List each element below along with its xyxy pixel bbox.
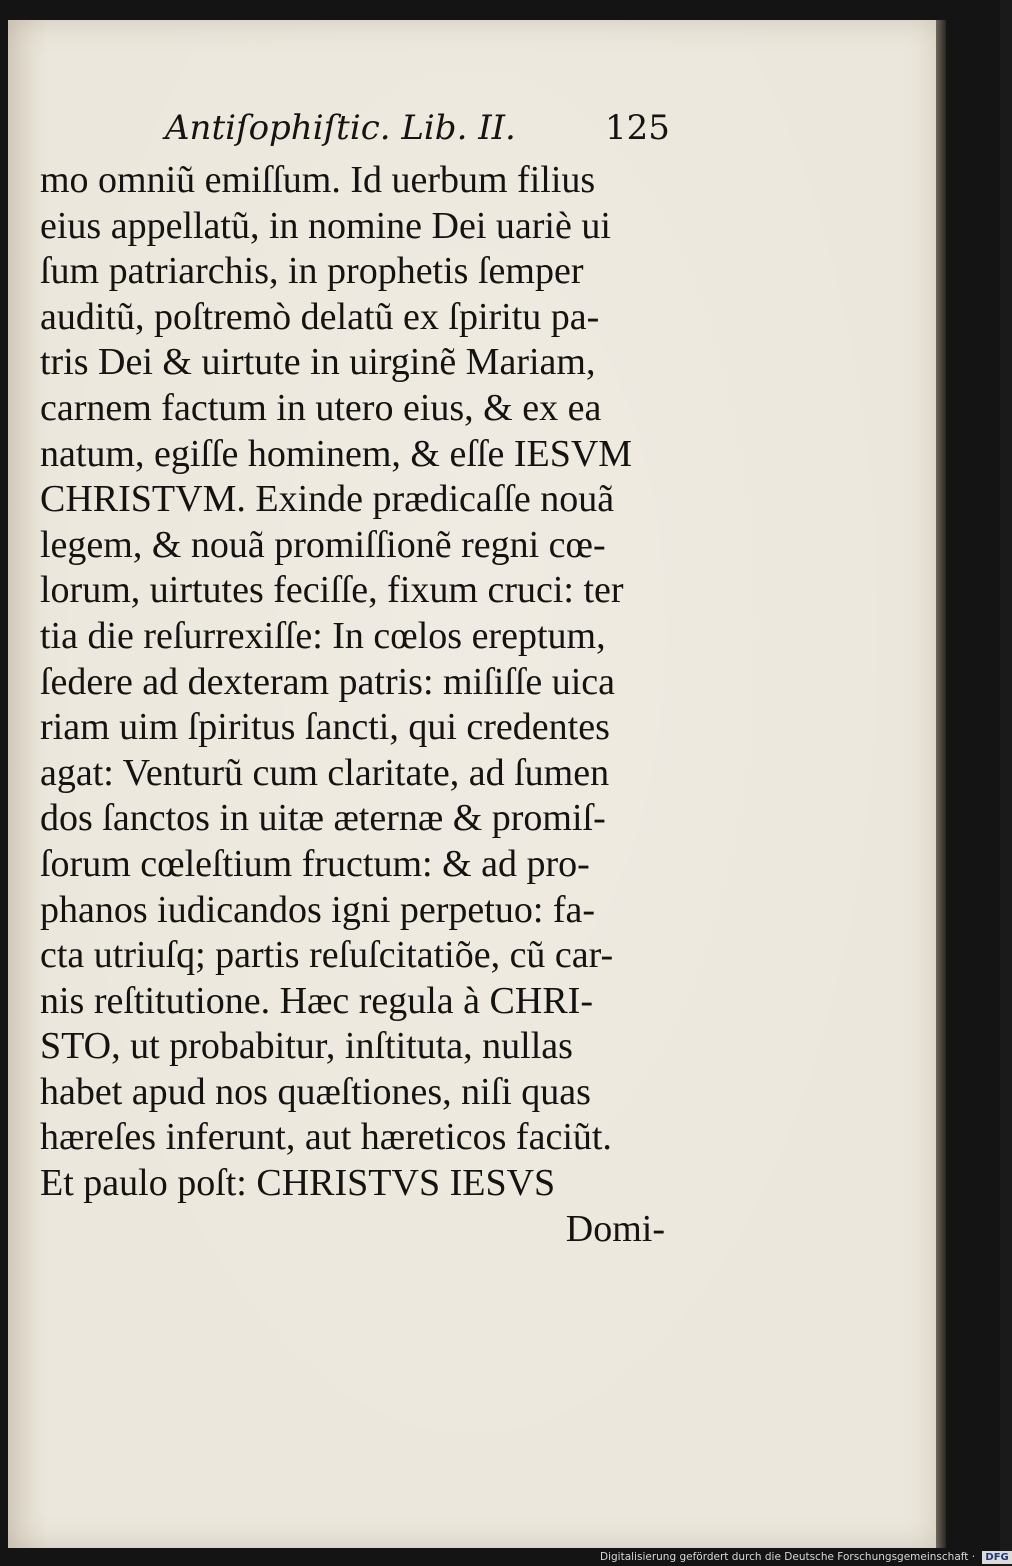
text-line: phanos iudicandos igni perpetuo: fa- (40, 888, 596, 931)
running-head: Antiſophiſtic. Lib. II. (165, 108, 516, 148)
text-line: carnem factum in utero eius, & ex ea (40, 386, 602, 429)
digitization-credit: Digitalisierung gefördert durch die Deutsche Forschungsgemeinschaft · DFG (600, 1549, 996, 1565)
text-line: habet apud nos quæſtiones, niſi quas (40, 1070, 591, 1113)
text-line: tia die reſurrexiſſe: In cœlos ereptum, (40, 614, 606, 657)
text-line: dos ſanctos in uitæ æternæ & promiſ- (40, 797, 606, 840)
text-line: hæreſes inferunt, aut hæreticos faciũt. (40, 1116, 612, 1159)
text-line: STO, ut probabitur, inſtituta, nullas (40, 1025, 573, 1068)
text-line: eius appellatũ, in nomine Dei uariè ui (40, 204, 611, 247)
text-line: nis reſtitutione. Hæc regula à CHRI- (40, 979, 593, 1022)
page-edge (936, 20, 946, 1548)
text-line: legem, & nouã promiſſionẽ regni cœ- (40, 523, 606, 566)
text-line: ſum patriarchis, in prophetis ſemper (40, 250, 584, 293)
body-text (40, 158, 665, 1252)
text-line: mo omniũ emiſſum. Id uerbum filius (40, 159, 596, 201)
text-line: lorum, uirtutes feciſſe, fixum cruci: ter (40, 569, 624, 612)
text-line: tris Dei & uirtute in uirginẽ Mariam, (40, 341, 596, 384)
text-line: Et paulo poſt: CHRISTVS IESVS (40, 1162, 556, 1205)
text-line: natum, egiſſe hominem, & eſſe IESVM (40, 432, 633, 475)
page-number: 125 (605, 108, 670, 148)
page-header (165, 108, 670, 158)
text-line: ſorum cœleſtium fructum: & ad pro- (40, 842, 590, 885)
text-line: ſedere ad dexteram patris: miſiſſe uica (40, 660, 616, 703)
dfg-logo-icon: DFG (982, 1551, 1011, 1564)
text-line: cta utriuſq; partis reſuſcitatiõe, cũ car- (40, 934, 614, 977)
text-line: agat: Venturũ cum claritate, ad ſumen (40, 751, 610, 794)
text-line: auditũ, poſtremò delatũ ex ſpiritu pa- (40, 295, 600, 338)
text-line: CHRISTVM. Exinde prædicaſſe nouã (40, 478, 615, 521)
catchword: Domi- (565, 1207, 665, 1250)
credit-text: Digitalisierung gefördert durch die Deutsche Forschungsgemeinschaft (600, 1551, 969, 1563)
text-line: riam uim ſpiritus ſancti, qui credentes (40, 706, 610, 749)
